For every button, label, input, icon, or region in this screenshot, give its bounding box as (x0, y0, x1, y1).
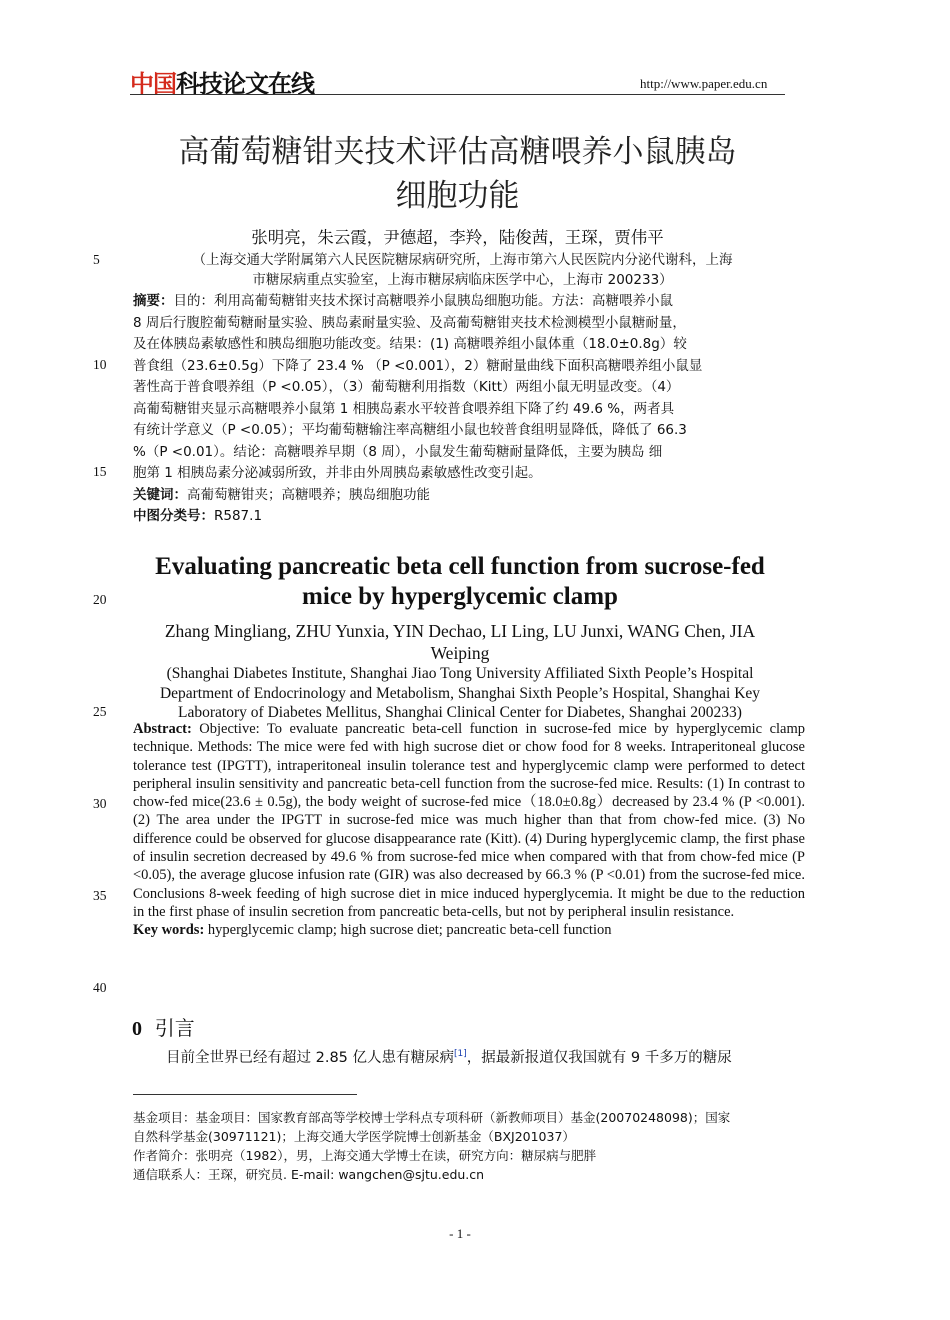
line-number: 30 (93, 796, 107, 811)
keywords-cn: 关键词：高葡萄糖钳夹；高糖喂养；胰岛细胞功能 (133, 486, 430, 503)
line-number: 35 (93, 888, 107, 903)
footnote-rule (133, 1094, 357, 1095)
title-cn-line-1: 高葡萄糖钳夹技术评估高糖喂养小鼠胰岛 (178, 134, 737, 170)
abstract-en-label: Abstract: (133, 721, 192, 737)
line-number: 25 (93, 704, 107, 719)
site-logo: 中国科技论文在线 (130, 70, 314, 98)
keywords-en: Key words: hyperglycemic clamp; high sucrose diet; pancreatic beta-cell function (133, 922, 612, 939)
intro-paragraph: 目前全世界已经有超过 2.85 亿人患有糖尿病[1]，据最新报道仅我国就有 9 千多万的糖尿 (166, 1049, 732, 1066)
page-number: - 1 - (449, 1226, 471, 1241)
authors-cn: 张明亮，朱云霞，尹德超，李羚，陆俊茜，王琛，贾伟平 (251, 228, 664, 247)
footnotes: 基金项目：基金项目：国家教育部高等学校博士学科点专项科研（新教师项目）基金(20070248098)；国家 自然科学基金(30971121)；上海交通大学医学院博士创新基金（BXJ201037） 作者简介：张明亮（1982），男，上海交通大学博士在读，研究方向：糖尿病与肥胖 通信联系人：王琛，研究员. E-mail: wangchen@sjtu.edu.cn (133, 1110, 731, 1182)
abstract-cn-label: 摘要： (133, 293, 174, 309)
line-number: 15 (93, 464, 107, 479)
header-rule (130, 94, 785, 95)
line-number: 10 (93, 357, 107, 372)
affiliation-cn: （上海交通大学附属第六人民医院糖尿病研究所，上海市第六人民医院内分泌代谢科，上海 市糖尿病重点实验室，上海市糖尿病临床医学中心，上海市 200233） (192, 252, 733, 288)
citation-ref[interactable]: [1] (454, 1049, 467, 1060)
line-number: 5 (93, 252, 100, 267)
authors-en: Zhang Mingliang, ZHU Yunxia, YIN Dechao, LI Ling, LU Junxi, WANG Chen, JIA Weiping (164, 621, 756, 663)
abstract-en: Abstract: Objective: To evaluate pancreatic beta-cell function in sucrose-fed mice by hyperglycemic clamp technique. Methods: The mice were fed with high sucrose diet or chow food for 8 weeks. Intraperitoneal glucose tolerance test (IPGTT), intraperitoneal insulin tolerance test and hyperglycemic clamp were performed to detect peripheral insulin sensitivity and pancreatic beta-cell function from the sucrose-fed mice. Results: (1) In contrast to chow-fed mice(23.6 ± 0.5g), the body weight of sucrose-fed mice（18.0±0.8g）decreased by 23.4 % (P <0.001). (2) The area under the IPGTT in sucrose-fed mice was much higher than that from chow-fed mice. (3) No difference could be observed for glucose disappearance rate (Kitt). (4) During hyperglycemic clamp, the first phase of insulin secretion decreased by 49.6 % from sucrose-fed mice when compared with that from chow-fed mice (P <0.05), the average glucose infusion rate (GIR) was also decreased by 66.3 % (P <0.01) from the sucrose-fed mice. Conclusions 8-week feeding of high sucrose diet in mice induced hyperglycemia. It might be due to the reduction in the first phase of insulin secretion from pancreatic beta-cells, but not by peripheral insulin resistance. Key words: hyperglycemic clamp; high sucrose diet; pancreatic beta-cell function (133, 721, 805, 939)
affiliation-en: (Shanghai Diabetes Institute, Shanghai Jiao Tong University Affiliated Sixth People’s Hospital Department of Endocrinology and Metabolism, Shanghai Sixth People’s Hospital, Shanghai Key Laboratory of Diabetes Mellitus, Shanghai Clinical Center for Diabetes, Shanghai 200233) (159, 665, 761, 721)
site-url[interactable]: http://www.paper.edu.cn (640, 76, 768, 91)
title-en: Evaluating pancreatic beta cell function from sucrose-fed mice by hyperglycemic clamp (155, 553, 765, 610)
title-cn-line-2: 细胞功能 (395, 178, 520, 214)
line-number: 40 (93, 980, 107, 995)
classification-cn: 中图分类号：R587.1 (133, 508, 263, 524)
line-number: 20 (93, 592, 107, 607)
section-heading: 0 引言 (132, 1016, 195, 1040)
abstract-cn: 摘要：目的：利用高葡萄糖钳夹技术探讨高糖喂养小鼠胰岛细胞功能。方法：高糖喂养小鼠 8 周后行腹腔葡萄糖耐量实验、胰岛素耐量实验、及高葡萄糖钳夹技术检测模型小鼠糖耐量， 及在体胰岛素敏感性和胰岛细胞功能改变。结果：(1) 高糖喂养组小鼠体重（18.0±0.8g）较 普食组（23.6±0.5g）下降了 23.4 % （P <0.001），2）糖耐量曲线下面积高糖喂养组小鼠显 著性高于普食喂养组（P <0.05），（3）葡萄糖利用指数（Kitt）两组小鼠无明显改变。（4） 高葡萄糖钳夹显示高糖喂养小鼠第 1 相胰岛素水平较普食喂养组下降了约 49.6 %，两者具 有统计学意义（P <0.05）；平均葡萄糖输注率高糖组小鼠也较普食组明显降低，降低了 66.3 %（P <0.01）。结论：高糖喂养早期（8 周），小鼠发生葡萄糖耐量降低，主要为胰岛 细 胞第 1 相胰岛素分泌减弱所致，并非由外周胰岛素敏感性改变引起。 关键词：高葡萄糖钳夹；高糖喂养；胰岛细胞功能 中图分类号：R587.1 (133, 291, 789, 528)
